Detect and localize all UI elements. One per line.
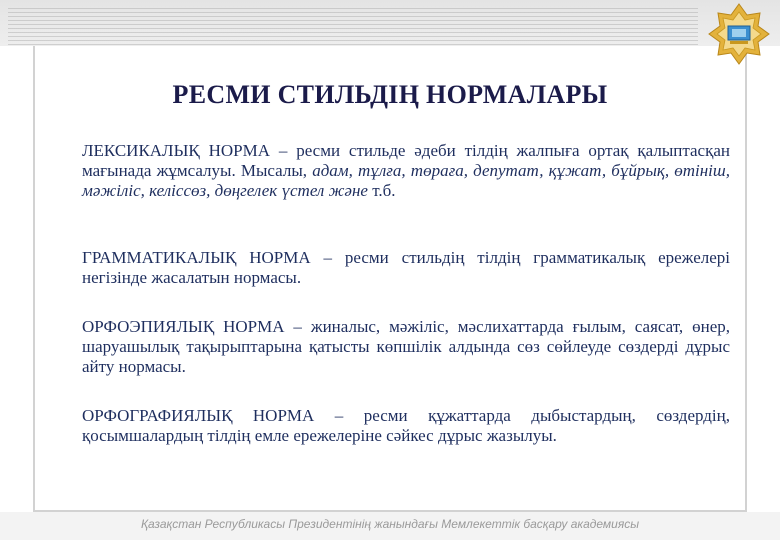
orthoepic-norm-text: ОРФОЭПИЯЛЫҚ НОРМА – жиналыс, мәжіліс, мәслихаттарда ғылым, саясат, өнер, шаруашылық тақырыптарына қатысты көпшілік алдында сөз сөйлеуде сөздерді дұрыс айту нормасы. <box>82 317 730 376</box>
header-stripes <box>8 8 698 46</box>
lexical-norm-etc: т.б. <box>367 181 396 200</box>
lexical-norm-definition: ЛЕКСИКАЛЫҚ НОРМА – ресми стильде әдеби тілдің жалпыға ортақ қалыптасқан мағынада жұмсалуы. Мысалы, <box>82 141 730 180</box>
orthoepic-norm-paragraph <box>82 317 730 377</box>
lexical-norm-examples: адам, тұлға, төраға, депутат, құжат, бұйрық, өтініш, мәжіліс, келіссөз, дөңгелек үстел және <box>82 161 730 200</box>
footer-caption: Қазақстан Республикасы Президентінің жанындағы Мемлекеттік басқару академиясы <box>140 517 640 531</box>
grammatical-norm-text: ГРАММАТИКАЛЫҚ НОРМА – ресми стильдің тілдің грамматикалық ережелері негізінде жасалатын нормасы. <box>82 248 730 287</box>
orthographic-norm-paragraph <box>82 406 730 446</box>
orthographic-norm-text: ОРФОГРАФИЯЛЫҚ НОРМА – ресми құжаттарда дыбыстардың, сөздердің, қосымшалардың тілдің емле ережелеріне сәйкес дұрыс жазылуы. <box>82 406 730 445</box>
slide-title: РЕСМИ СТИЛЬДІҢ НОРМАЛАРЫ <box>172 80 608 109</box>
grammatical-norm-paragraph <box>82 248 730 288</box>
academy-emblem-icon <box>700 2 778 66</box>
lexical-norm-paragraph <box>82 141 730 201</box>
header-band <box>0 0 780 46</box>
